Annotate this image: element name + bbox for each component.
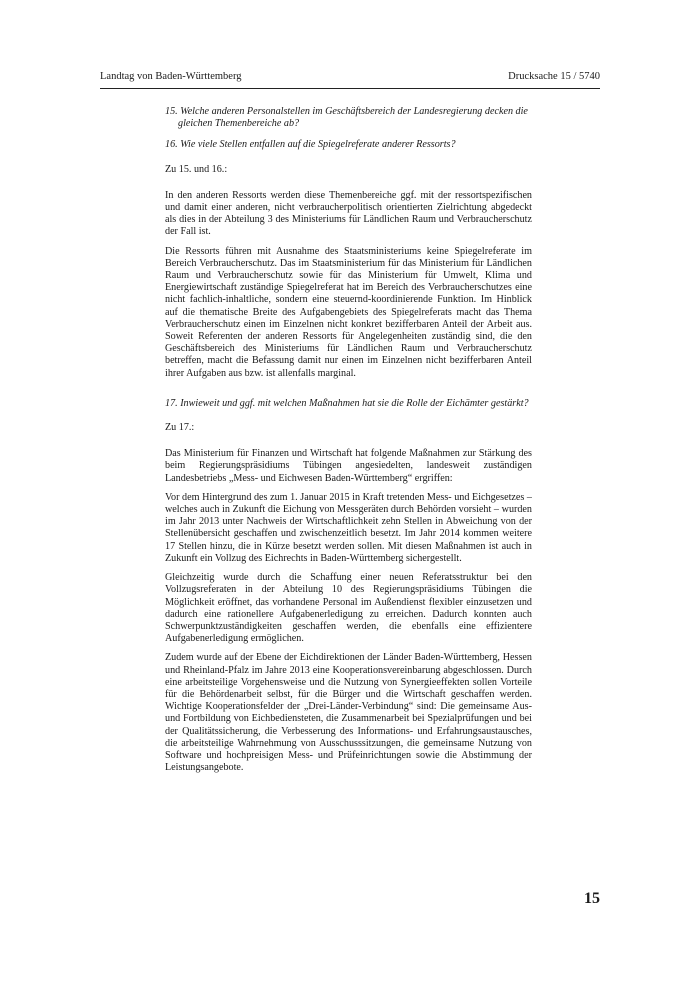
- document-body: [165, 106, 532, 781]
- question-16: 16. Wie viele Stellen entfallen auf die Spiegelreferate anderer Ressorts?: [165, 139, 456, 151]
- answer-paragraph: Das Ministerium für Finanzen und Wirtschaft hat folgende Maßnahmen zur Stärkung des beim Regierungspräsidiums Tübingen angesiedelten, landesweit zuständigen Landesbetriebs „Mess- und Eichwesen Baden-Württemberg“ ergriffen:: [165, 448, 532, 484]
- answer-paragraph: Vor dem Hintergrund des zum 1. Januar 2015 in Kraft tretenden Mess- und Eichgesetzes – welches auch in Zukunft die Eichung von Messgeräten durch Behörden vorsieht – wurden im Jahr 2013 unter Nachweis der Wirtschaftlichkeit zehn Stellen in Abweichung von der Stellenübersicht geschaffen und zwischenzeitlich besetzt. Im Jahr 2014 kommen weitere 17 Stellen hinzu, die in Kürze besetzt werden sollen. Mit diesen Maßnahmen ist auch in Zukunft ein Vollzug des Eichrechts in Baden-Württemberg sichergestellt.: [165, 491, 532, 564]
- answer-paragraph: Zudem wurde auf der Ebene der Eichdirektionen der Länder Baden-Württemberg, Hessen und Rheinland-Pfalz im Jahre 2013 eine Kooperationsvereinbarung abgeschlossen. Durch eine arbeitsteilige Vorgehensweise und die Nutzung von Synergieeffekten sollen Vorteile für die Behördenarbeit selbst, für die Bürger und die Wirtschaft geschaffen werden. Wichtige Kooperationsfelder der „Drei-Länder-Verbindung“ sind: Die gemeinsame Aus- und Fortbildung von Eichbediensteten, die Zusammenarbeit bei Spezialprüfungen und bei der Qualitätssicherung, die Verbesserung des Informations- und Erfahrungsaustausches, die arbeitsteilige Wahrnehmung von Ausschusssitzungen, die gemeinsame Nutzung von Software und hochpreisigen Mess- und Prüfeinrichtungen sowie die Abstimmung der Leistungsangebote.: [165, 652, 532, 774]
- header-parliament-name: Landtag von Baden-Württemberg: [100, 71, 242, 82]
- answer-label-17: Zu 17.:: [165, 422, 195, 434]
- answer-paragraph: In den anderen Ressorts werden diese Themenbereiche ggf. mit der ressortspezifischen und damit einer anderen, nicht verbraucherpolitisch orientierten Zielrichtung abgedeckt als dies in der Abteilung 3 des Ministeriums für Ländlichen Raum und Verbraucherschutz der Fall ist.: [165, 189, 532, 238]
- question-15: 15. Welche anderen Personalstellen im Geschäftsbereich der Landesregierung decken die gleichen Themenbereiche ab?: [165, 106, 528, 130]
- answer-paragraph: Gleichzeitig wurde durch die Schaffung einer neuen Referatsstruktur bei den Vollzugsreferaten in der Abteilung 10 des Regierungspräsidiums Tübingen die Möglichkeit eröffnet, das vorhandene Personal im Außendienst flexibler einzusetzen und dadurch eine rationellere Aufgabenerledigung zu erreichen. Dadurch konnten auch Schwerpunktzuständigkeiten geschaffen werden, die ebenfalls eine effizientere Aufgabenerledigung ermöglichen.: [165, 572, 532, 645]
- question-17: 17. Inwieweit und ggf. mit welchen Maßnahmen hat sie die Rolle der Eichämter gestärkt?: [165, 397, 529, 409]
- answer-paragraph: Die Ressorts führen mit Ausnahme des Staatsministeriums keine Spiegelreferate im Bereich Verbraucherschutz. Das im Staatsministerium für das Ministerium für Ländlichen Raum und Verbraucherschutz sowie für das Ministerium für Umwelt, Klima und Energiewirtschaft zuständige Spiegelreferat hat im Bereich des Verbraucherschutzes eine nicht fachlich-inhaltliche, sondern eine steuernd-koordinierende Funktion. Im Hinblick auf die thematische Breite des Aufgabengebiets des Spiegelreferats macht das Thema Verbraucherschutz einen im Einzelnen nicht konkret bezifferbaren Anteil der Arbeit aus. Soweit Referenten der anderen Ressorts für Angelegenheiten zuständig sind, die den Geschäftsbereich des Ministeriums für Ländlichen Raum und Verbraucherschutz betreffen, macht die Befassung damit nur einen im Einzelnen nicht bezifferbaren Anteil ihrer Aufgaben aus bzw. ist allenfalls marginal.: [165, 245, 532, 379]
- page-header: [100, 70, 600, 89]
- header-document-number: Drucksache 15 / 5740: [508, 71, 600, 82]
- answer-label-15-16: Zu 15. und 16.:: [165, 163, 228, 175]
- page-number: 15: [584, 890, 600, 907]
